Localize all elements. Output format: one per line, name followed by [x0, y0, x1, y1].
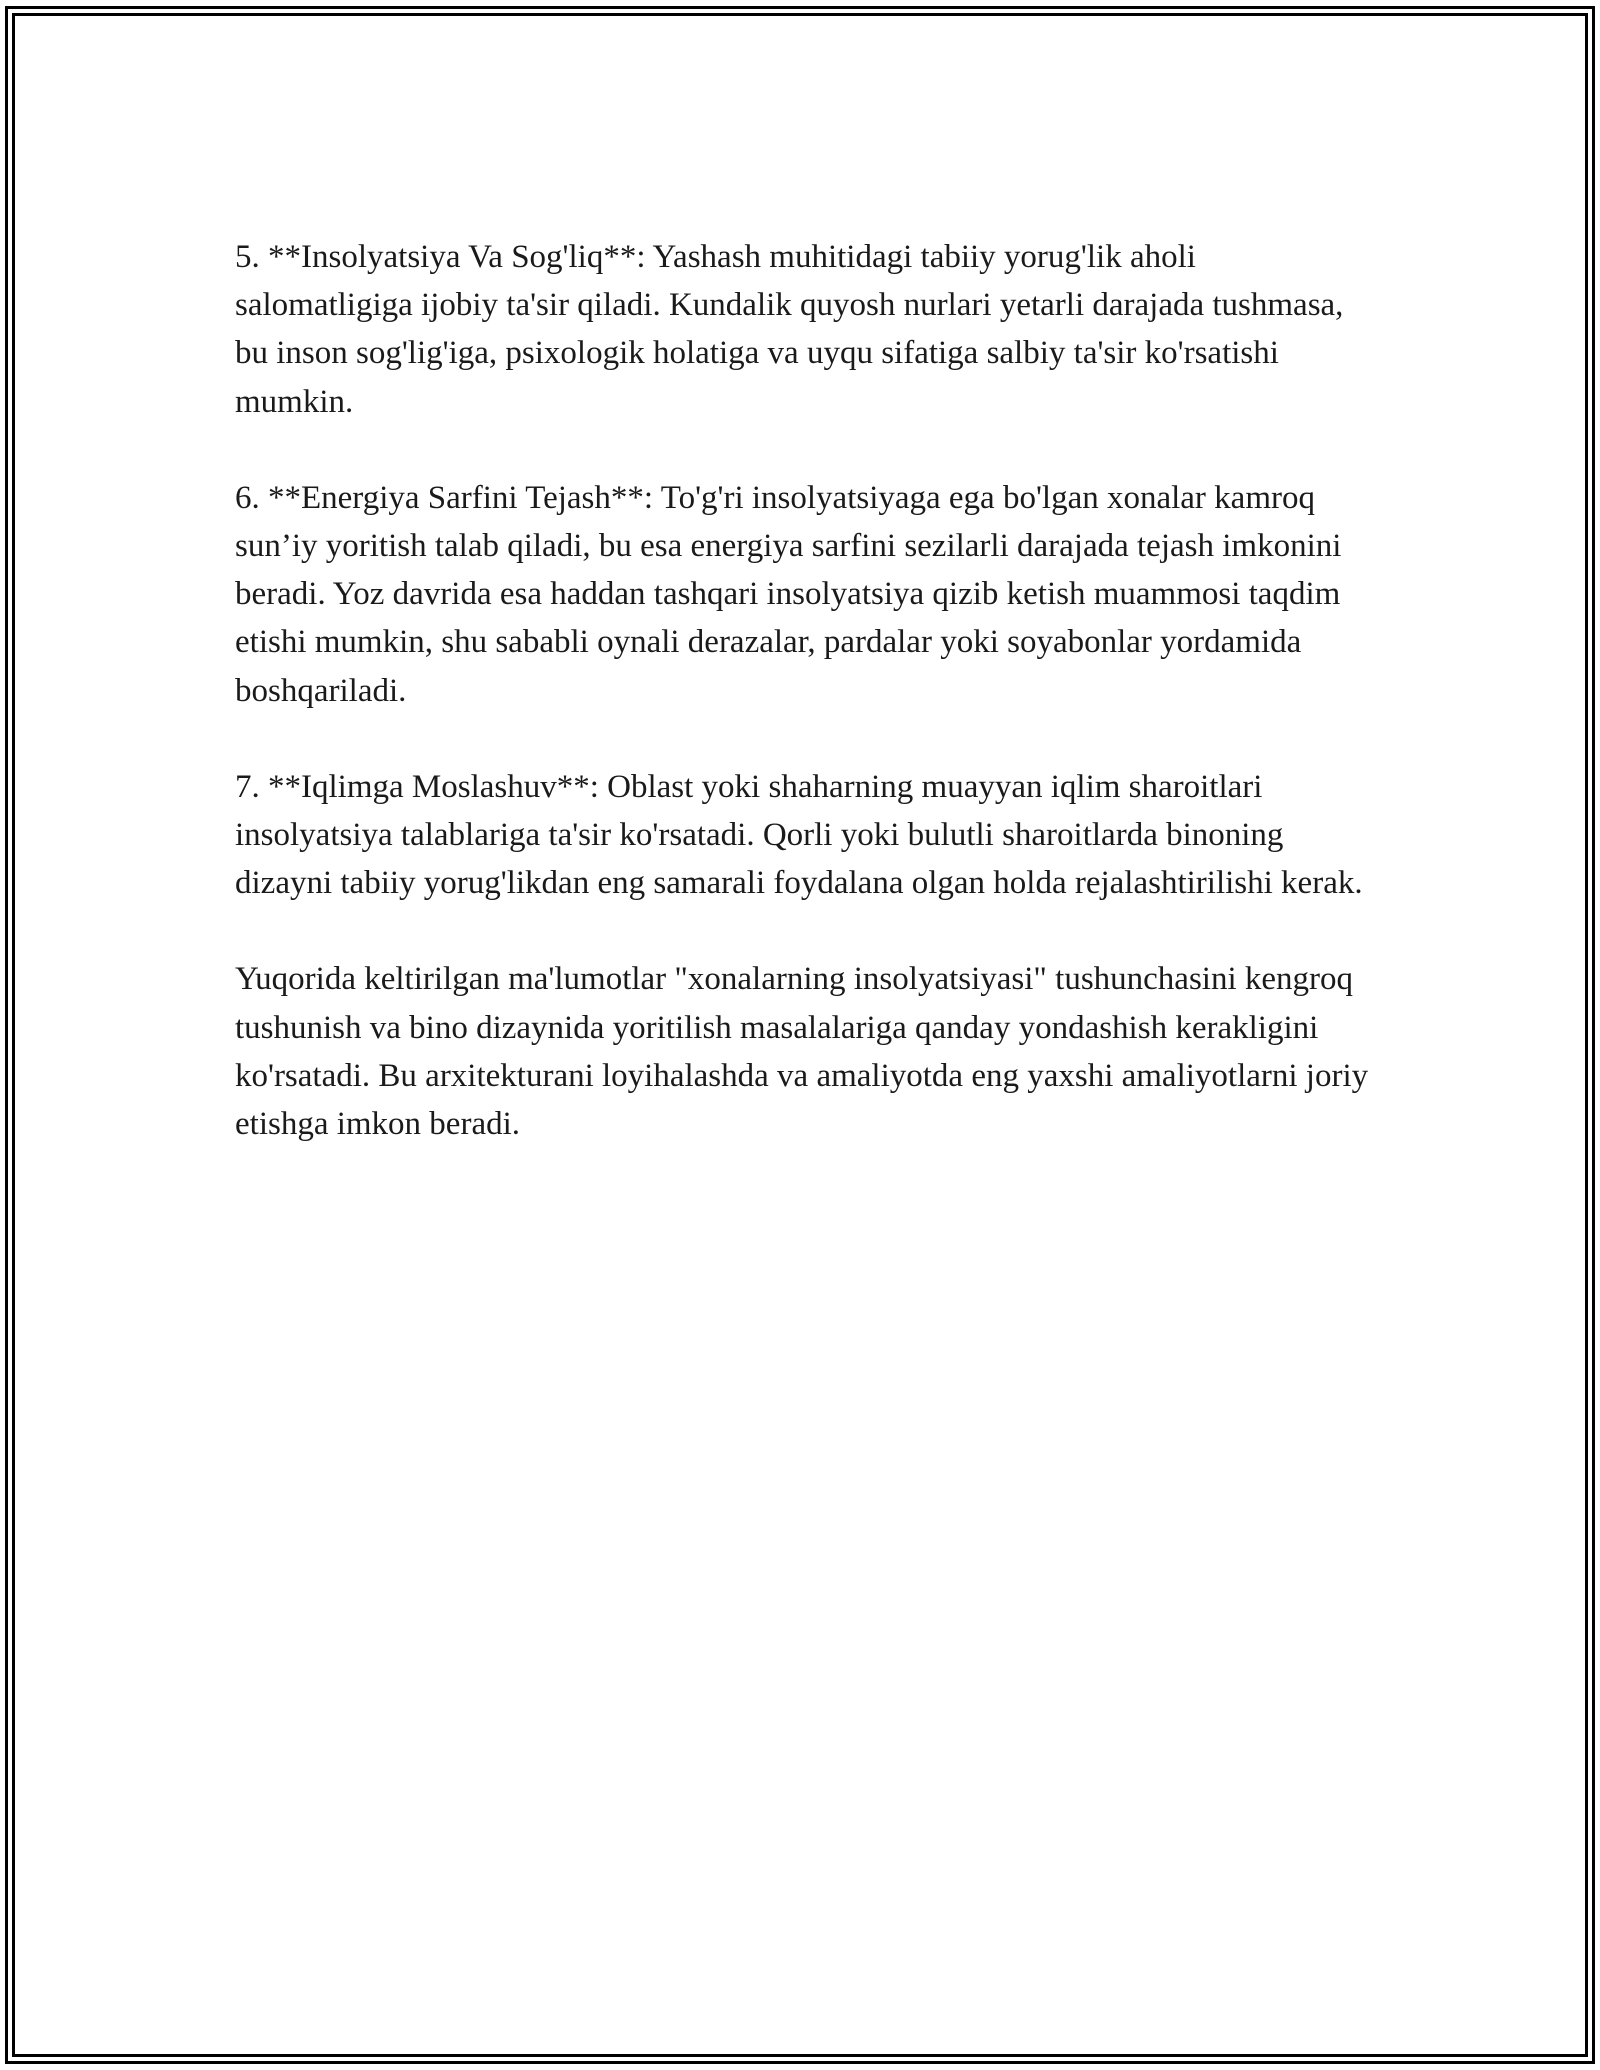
paragraph-climate-adaptation: 7. **Iqlimga Moslashuv**: Oblast yoki shaharning muayyan iqlim sharoitlari insolyatsiya talablariga ta'sir ko'rsatadi. Qorli yoki bulutli sharoitlarda binoning dizayni tabiiy yorug'likdan eng samarali foydalana olgan holda rejalashtirilishi kerak. [235, 768, 1363, 902]
paragraph-conclusion: Yuqorida keltirilgan ma'lumotlar "xonalarning insolyatsiyasi" tushunchasini kengroq tushunish va bino dizaynida yoritilish masalalariga qanday yondashish kerakligini ko'rsatadi. Bu arxitekturani loyihalashda va amaliyotda eng yaxshi amaliyotlarni joriy etishga imkon beradi. [235, 961, 1369, 1143]
paragraph-energy-saving: 6. **Energiya Sarfini Tejash**: To'g'ri insolyatsiyaga ega bo'lgan xonalar kamroq sun’iy yoritish talab qiladi, bu esa energiya sarfini sezilarli darajada tejash imkonini beradi. Yoz davrida esa haddan tashqari insolyatsiya qizib ketish muammosi taqdim etishi mumkin, shu sababli oynali derazalar, pardalar yoki soyabonlar yordamida boshqariladi. [235, 479, 1342, 709]
document-body [235, 233, 1375, 1196]
paragraph-insolation-health: 5. **Insolyatsiya Va Sog'liq**: Yashash muhitidagi tabiiy yorug'lik aholi salomatligiga ijobiy ta'sir qiladi. Kundalik quyosh nurlari yetarli darajada tushmasa, bu inson sog'lig'iga, psixologik holatiga va uyqu sifatiga salbiy ta'sir ko'rsatishi mumkin. [235, 239, 1344, 420]
